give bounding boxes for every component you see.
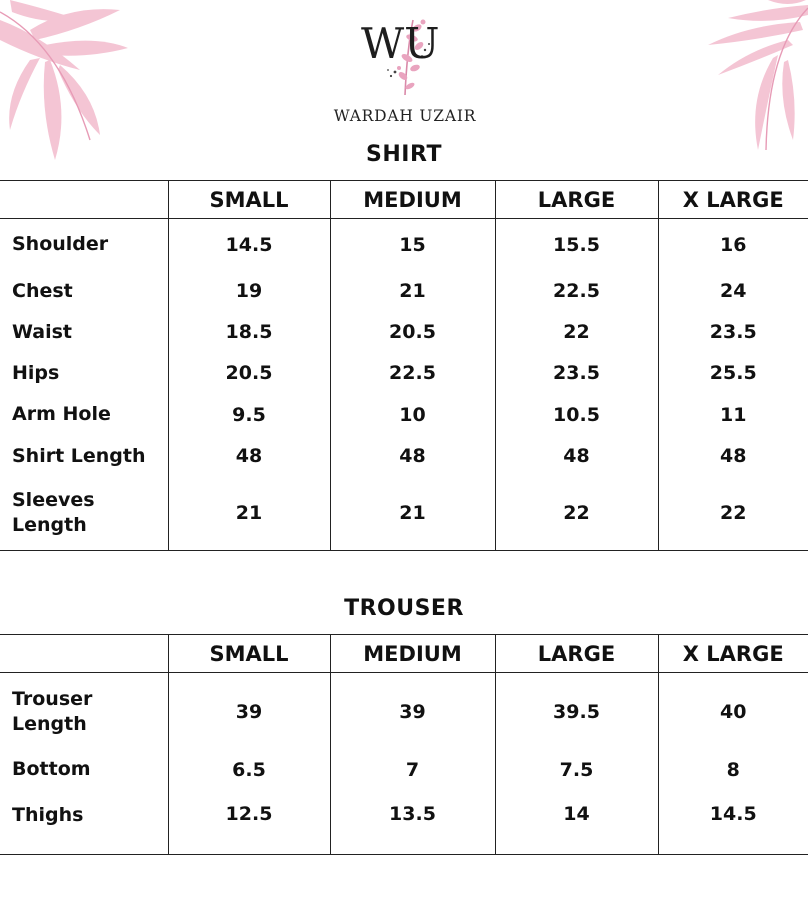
measurement-cell: 22 bbox=[495, 477, 658, 551]
column-header-x-large: X LARGE bbox=[658, 635, 808, 673]
table-row bbox=[0, 789, 808, 855]
row-label: Sleeves Length bbox=[0, 477, 168, 551]
leaf-decoration-left bbox=[0, 0, 140, 165]
measurement-cell: 25.5 bbox=[658, 353, 808, 394]
row-label: Thighs bbox=[0, 789, 168, 855]
measurement-cell: 39 bbox=[330, 673, 495, 751]
measurement-cell: 22 bbox=[658, 477, 808, 551]
table-row bbox=[0, 394, 808, 436]
monogram-text: WU bbox=[361, 19, 440, 68]
column-header-large: LARGE bbox=[495, 181, 658, 219]
measurement-cell: 10 bbox=[330, 394, 495, 436]
measurement-cell: 15.5 bbox=[495, 219, 658, 271]
leaf-decoration-right bbox=[688, 0, 808, 165]
corner-cell bbox=[0, 635, 168, 673]
measurement-cell: 15 bbox=[330, 219, 495, 271]
measurement-cell: 12.5 bbox=[168, 789, 330, 855]
trouser-size-table bbox=[0, 634, 808, 855]
measurement-cell: 14.5 bbox=[168, 219, 330, 271]
row-label: Arm Hole bbox=[0, 394, 168, 436]
brand-name: WARDAH UZAIR bbox=[333, 107, 477, 125]
table-row bbox=[0, 271, 808, 312]
row-label: Bottom bbox=[0, 751, 168, 789]
table-row bbox=[0, 312, 808, 353]
measurement-cell: 8 bbox=[658, 751, 808, 789]
measurement-cell: 6.5 bbox=[168, 751, 330, 789]
measurement-cell: 20.5 bbox=[330, 312, 495, 353]
measurement-cell: 48 bbox=[330, 436, 495, 477]
measurement-cell: 24 bbox=[658, 271, 808, 312]
measurement-cell: 22.5 bbox=[495, 271, 658, 312]
measurement-cell: 7 bbox=[330, 751, 495, 789]
row-label: Shoulder bbox=[0, 219, 168, 271]
column-header-medium: MEDIUM bbox=[330, 635, 495, 673]
shirt-size-table bbox=[0, 180, 808, 551]
table-row bbox=[0, 436, 808, 477]
measurement-cell: 11 bbox=[658, 394, 808, 436]
measurement-cell: 22 bbox=[495, 312, 658, 353]
column-header-medium: MEDIUM bbox=[330, 181, 495, 219]
shirt-section-title: SHIRT bbox=[366, 142, 442, 167]
shirt-header-row bbox=[0, 181, 808, 219]
measurement-cell: 39 bbox=[168, 673, 330, 751]
measurement-cell: 18.5 bbox=[168, 312, 330, 353]
measurement-cell: 22.5 bbox=[330, 353, 495, 394]
row-label: Hips bbox=[0, 353, 168, 394]
measurement-cell: 13.5 bbox=[330, 789, 495, 855]
measurement-cell: 23.5 bbox=[658, 312, 808, 353]
measurement-cell: 16 bbox=[658, 219, 808, 271]
measurement-cell: 40 bbox=[658, 673, 808, 751]
measurement-cell: 21 bbox=[168, 477, 330, 551]
measurement-cell: 21 bbox=[330, 477, 495, 551]
measurement-cell: 48 bbox=[168, 436, 330, 477]
trouser-header-row bbox=[0, 635, 808, 673]
column-header-large: LARGE bbox=[495, 635, 658, 673]
measurement-cell: 20.5 bbox=[168, 353, 330, 394]
row-label: Shirt Length bbox=[0, 436, 168, 477]
table-row bbox=[0, 219, 808, 271]
table-row bbox=[0, 751, 808, 789]
measurement-cell: 9.5 bbox=[168, 394, 330, 436]
column-header-x-large: X LARGE bbox=[658, 181, 808, 219]
measurement-cell: 39.5 bbox=[495, 673, 658, 751]
column-header-small: SMALL bbox=[168, 635, 330, 673]
brand-logo bbox=[330, 10, 480, 125]
table-row bbox=[0, 353, 808, 394]
monogram-logo bbox=[355, 10, 455, 105]
table-row bbox=[0, 673, 808, 751]
trouser-section-title: TROUSER bbox=[344, 596, 464, 621]
column-header-small: SMALL bbox=[168, 181, 330, 219]
measurement-cell: 48 bbox=[658, 436, 808, 477]
measurement-cell: 14.5 bbox=[658, 789, 808, 855]
corner-cell bbox=[0, 181, 168, 219]
measurement-cell: 10.5 bbox=[495, 394, 658, 436]
row-label: Waist bbox=[0, 312, 168, 353]
measurement-cell: 14 bbox=[495, 789, 658, 855]
row-label: Trouser Length bbox=[0, 673, 168, 751]
measurement-cell: 19 bbox=[168, 271, 330, 312]
measurement-cell: 48 bbox=[495, 436, 658, 477]
measurement-cell: 7.5 bbox=[495, 751, 658, 789]
table-row bbox=[0, 477, 808, 551]
measurement-cell: 23.5 bbox=[495, 353, 658, 394]
measurement-cell: 21 bbox=[330, 271, 495, 312]
row-label: Chest bbox=[0, 271, 168, 312]
